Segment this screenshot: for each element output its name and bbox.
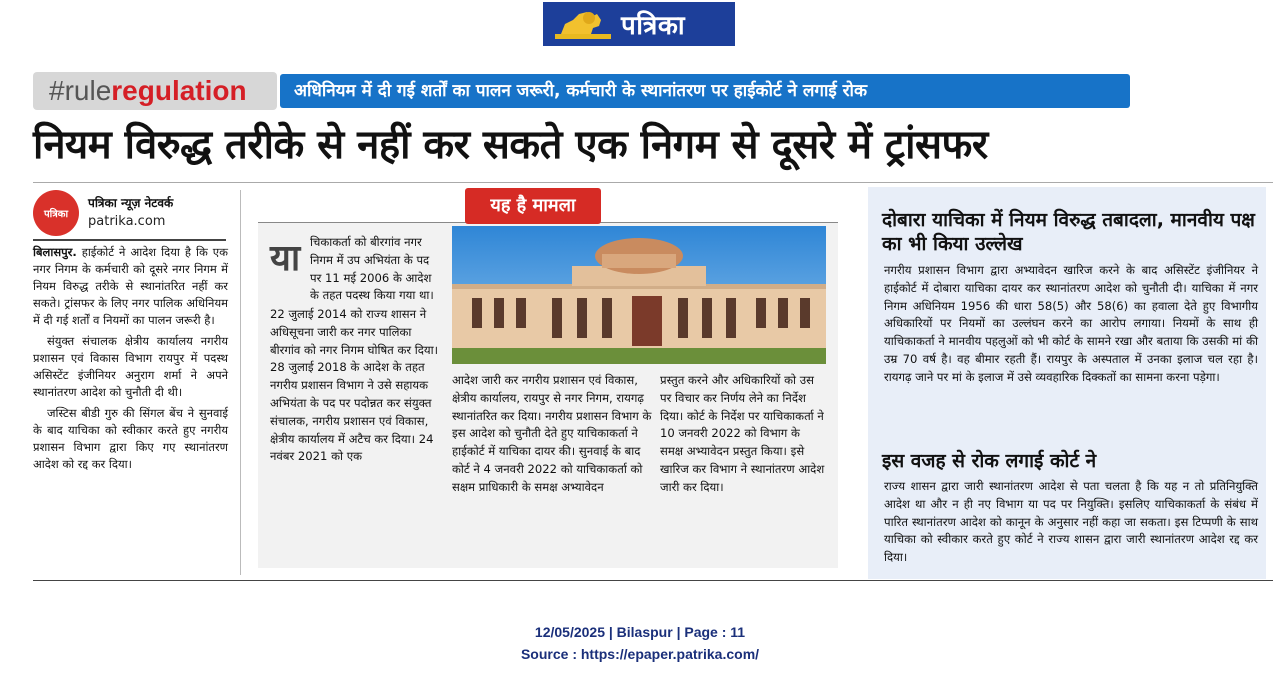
page-headline: नियम विरुद्ध तरीके से नहीं कर सकते एक निगम से दूसरे में ट्रांसफर xyxy=(33,122,988,168)
dateline: बिलासपुर. xyxy=(33,245,77,259)
lion-icon xyxy=(553,6,613,42)
byline-name: पत्रिका न्यूज़ नेटवर्क xyxy=(88,196,174,210)
case-text-col1-top: चिकाकर्ता को बीरगांव नगर निगम में उप अभियंता के पद पर 11 मई 2006 के आदेश के तहत पदस्थ किया गया था। xyxy=(310,235,434,303)
footer-source: Source : https://epaper.patrika.com/ xyxy=(520,646,760,662)
case-text-col2: आदेश जारी कर नगरीय प्रशासन एवं विकास, क्षेत्रीय कार्यालय, रायपुर से नगर निगम, रायगढ़ स्थानांतरित कर दिया। नगरीय प्रशासन विभाग के इस आदेश को चुनौती देते हुए याचिकाकर्ता ने हाईकोर्ट में याचिका दायर की। सुनवाई के बाद कोर्ट ने 4 जनवरी 2022 को याचिकाकर्ता को सक्षम प्राधिकारी के समक्ष अभ्यावेदन xyxy=(452,373,652,494)
rule-regulation-tag xyxy=(33,72,277,110)
kicker-strap: अधिनियम में दी गई शर्तों का पालन जरूरी, कर्मचारी के स्थानांतरण पर हाईकोर्ट ने लगाई रोक xyxy=(280,74,1130,108)
case-text-col1: 22 जुलाई 2014 को राज्य शासन ने अधिसूचना जारी कर नगर पालिका बीरगांव को नगर निगम घोषित कर दिया। 28 जुलाई 2018 के आदेश के तहत नगरीय प्रशासन विभाग ने उसे सहायक अभियंता के पद पर पदोन्नत कर संयुक्त संचालक, नगरीय प्रशासन एवं विकास, क्षेत्रीय कार्यालय में अटैच कर दिया। 24 नवंबर 2021 को एक xyxy=(270,307,439,464)
sidebar-paragraph-1: नगरीय प्रशासन विभाग द्वारा अभ्यावेदन खारिज करने के बाद असिस्टेंट इंजीनियर ने हाईकोर्ट में दोबारा याचिका दायर कर स्थानांतरण आदेश को चुनौती दी। याचिका में नगर निगम अधिनियम 1956 की धारा 58(5) और 58(6) का हवाला देते हुए विभागीय अधिकारियों पर नियमों का उल्लंघन करने का आरोप लगाया। नियमों के साथ ही याचिकाकर्ता ने मानवीय पहलुओं को भी कोर्ट के सामने रखा और बताया कि उसकी मां की उम्र 70 वर्ष है। वह बीमार रहती हैं। रायपुर के अस्पताल में उनका इलाज चल रहा है। रायगढ़ जाने पर मां के इलाज में उसे व्यवहारिक दिक्कतों का सामना करना पड़ेगा। xyxy=(884,263,1258,384)
byline-site: patrika.com xyxy=(88,214,166,229)
tag-bold: regulation xyxy=(111,75,247,106)
high-court-photo xyxy=(452,226,826,364)
tag-light: #rule xyxy=(49,75,112,106)
divider xyxy=(33,239,226,241)
case-heading: यह है मामला xyxy=(465,188,601,224)
left-article-column xyxy=(33,244,228,477)
footer-date-page: 12/05/2025 | Bilaspur | Page : 11 xyxy=(534,624,746,640)
sidebar-heading-2: इस वजह से रोक लगाई कोर्ट ने xyxy=(882,450,1097,472)
divider xyxy=(33,182,1273,183)
column-divider xyxy=(240,190,241,575)
article-paragraph: संयुक्त संचालक क्षेत्रीय कार्यालय नगरीय प्रशासन एवं विकास विभाग रायपुर में पदस्थ असिस्टेंट इंजीनियर अनुराग शर्मा ने अपने स्थानांतरण आदेश को चुनौती दी थी। xyxy=(33,334,228,399)
paragraph-text: हाईकोर्ट ने आदेश दिया है कि एक नगर निगम के कर्मचारी को दूसरे नगर निगम में नियम विरुद्ध तरीके से स्थानांतरित नहीं कर सकते। ट्रांसफर के लिए नगर पालिक अधिनियम में दी गई शर्तों व नियमों का पालन जरूरी है। xyxy=(33,245,228,327)
divider xyxy=(33,580,1273,581)
article-paragraph xyxy=(33,244,228,329)
article-paragraph: जस्टिस बीडी गुरु की सिंगल बेंच ने सुनवाई के बाद याचिका को स्वीकार करते हुए नगरीय प्रशासन विभाग द्वारा किए गए स्थानांतरण आदेश को रद्द कर दिया। xyxy=(33,406,228,471)
logo-text: पत्रिका xyxy=(621,11,686,41)
drop-cap: या xyxy=(270,238,301,279)
patrika-logo xyxy=(543,2,735,46)
sidebar-paragraph-2: राज्य शासन द्वारा जारी स्थानांतरण आदेश से पता चलता है कि यह न तो प्रतिनियुक्ति आदेश था और न ही नए विभाग या पद पर नियुक्ति। इसलिए याचिकाकर्ता के संबंध में पारित स्थानांतरण आदेश को कानून के अनुसार नहीं कहा जा सकता। इस टिप्पणी के साथ याचिका को स्वीकार करते हुए कोर्ट ने राज्य शासन द्वारा जारी स्थानांतरण आदेश रद्द कर दिया। xyxy=(884,479,1258,565)
byline-logo: पत्रिका xyxy=(33,190,79,236)
sidebar-heading-1: दोबारा याचिका में नियम विरुद्ध तबादला, मानवीय पक्ष का भी किया उल्लेख xyxy=(882,209,1255,255)
case-text-col3: प्रस्तुत करने और अधिकारियों को उस पर विचार कर निर्णय लेने का निर्देश दिया। कोर्ट के निर्देश पर याचिकाकर्ता ने 10 जनवरी 2022 को विभाग के समक्ष अभ्यावेदन प्रस्तुत किया। इसे खारिज कर विभाग ने स्थानांतरण आदेश जारी कर दिया। xyxy=(660,373,825,494)
